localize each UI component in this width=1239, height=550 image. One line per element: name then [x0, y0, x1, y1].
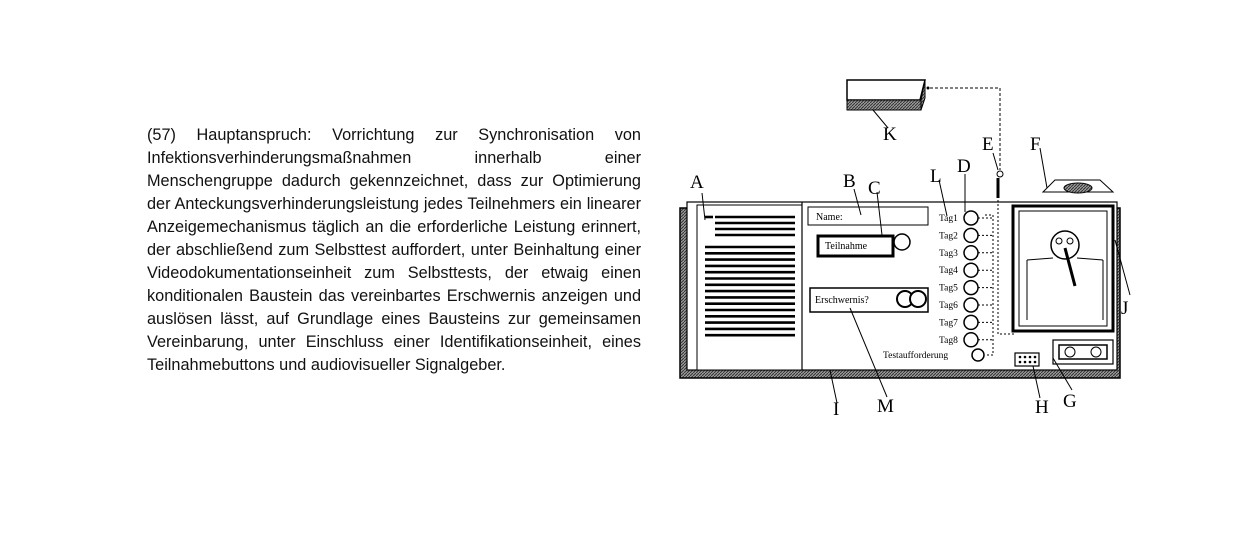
day-label: Tag8	[939, 335, 958, 346]
main-claim-paragraph	[147, 124, 641, 377]
ref-m: M	[877, 396, 894, 417]
ref-g: G	[1063, 391, 1077, 412]
day-label: Tag7	[939, 318, 958, 329]
day-label: Tag1	[939, 214, 958, 224]
ref-i: I	[833, 399, 840, 420]
ref-k: K	[883, 124, 897, 145]
day-label: Tag2	[939, 231, 958, 242]
document-panel-a	[697, 205, 802, 370]
ref-f: F	[1030, 134, 1041, 155]
erschwernis-label: Erschwernis?	[815, 295, 869, 306]
day-lamp	[964, 211, 978, 225]
ref-e: E	[982, 134, 994, 155]
test-request-lamp	[972, 349, 984, 361]
participation-button-label: Teilnahme	[825, 241, 868, 252]
day-lamp	[964, 333, 978, 347]
day-label: Tag4	[939, 266, 958, 277]
video-screen-j	[1013, 206, 1113, 331]
day-label: Tag5	[939, 283, 958, 294]
ref-c: C	[868, 178, 881, 199]
patent-figure	[675, 70, 1135, 420]
ref-b: B	[843, 171, 856, 192]
ref-a: A	[690, 172, 704, 193]
signal-lamp-c	[894, 234, 910, 250]
day-lamp	[964, 228, 978, 242]
claim-text: Vorrichtung zur Synchronisation von Infektionsverhinderungsmaßnahmen innerhalb einer Menschengruppe dadurch gekennzeichnet, dass zur Optimierung der Anteckungsverhinderungsleistung jedes Teilnehmers ein linearer Anzeigemechanismus täglich an die erforderliche Leistung erinnert, der abschließend zum Selbsttest auffordert, unter Beinhaltung einer Videodokumentationseinheit zum Selbsttests, der etwaig einen konditionalen Baustein das vereinbartes Erschwernis anzeigen und auslösen lässt, auf Grundlage eines Bausteins zur gemeinsamen Vereinbarung, unter Einschluss einer Identifikationseinheit, eines Teilnahmebuttons und audiovisueller Signalgeber.	[147, 126, 641, 374]
camera-f	[1043, 180, 1113, 193]
ref-d: D	[957, 156, 971, 177]
recorder-g	[1053, 340, 1113, 364]
day-lamp	[964, 298, 978, 312]
ref-l: L	[930, 166, 942, 187]
ref-j: J	[1121, 298, 1129, 319]
day-lamp	[964, 315, 978, 329]
device-k	[847, 80, 930, 110]
speaker-h	[1015, 353, 1039, 366]
day-label: Tag3	[939, 248, 958, 259]
antenna-e	[997, 171, 1003, 198]
day-label: Tag6	[939, 301, 958, 311]
ref-h: H	[1035, 397, 1049, 418]
day-lamp	[964, 281, 978, 295]
patent-drawing	[675, 70, 1135, 420]
test-request-label: Testaufforderung	[883, 351, 949, 361]
claim-label: (57) Hauptanspruch:	[147, 126, 312, 144]
day-lamp	[964, 263, 978, 277]
day-lamp	[964, 246, 978, 260]
name-field-label: Name:	[816, 212, 843, 223]
